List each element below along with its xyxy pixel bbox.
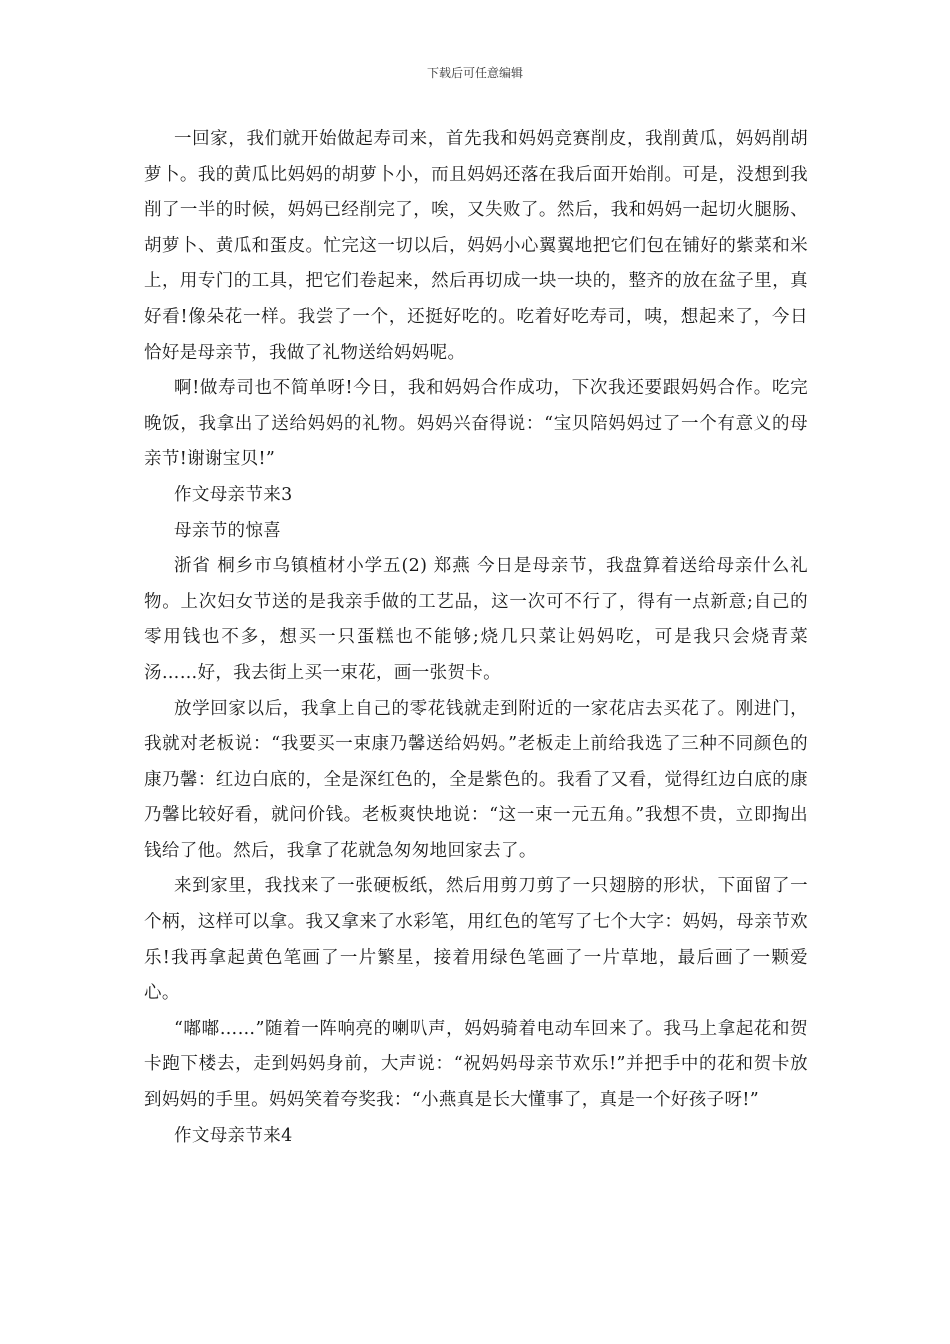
paragraph: 来到家里，我找来了一张硬板纸，然后用剪刀剪了一只翅膀的形状，下面留了一个柄，这样可以拿。我又拿来了水彩笔，用红色的笔写了七个大字：妈妈，母亲节欢乐!我再拿起黄色笔画了一片繁星，接着用绿色笔画了一片草地，最后画了一颗爱心。: [144, 876, 808, 1004]
paragraph: 啊!做寿司也不简单呀!今日，我和妈妈合作成功，下次我还要跟妈妈合作。吃完晚饭，我拿出了送给妈妈的礼物。妈妈兴奋得说：“宝贝陪妈妈过了一个有意义的母亲节!谢谢宝贝!”: [144, 378, 808, 470]
section-heading: 作文母亲节来3: [174, 484, 293, 505]
section-heading: 作文母亲节来4: [174, 1125, 293, 1146]
essay-title: 母亲节的惊喜: [174, 520, 282, 541]
paragraph: 浙省 桐乡市乌镇植材小学五(2) 郑燕 今日是母亲节，我盘算着送给母亲什么礼物。上次妇女节送的是我亲手做的工艺品，这一次可不行了，得有一点新意;自己的零用钱也不多，想买一只蛋糕也不能够;烧几只菜让妈妈吃，可是我只会烧青菜汤……好，我去街上买一束花，画一张贺卡。: [144, 556, 808, 683]
paragraph: 放学回家以后，我拿上自己的零花钱就走到附近的一家花店去买花了。刚进门，我就对老板说：“我要买一束康乃馨送给妈妈。”老板走上前给我选了三种不同颜色的康乃馨：红边白底的，全是深红色的，全是紫色的。我看了又看，觉得红边白底的康乃馨比较好看，就问价钱。老板爽快地说：“这一束一元五角。”我想不贵，立即掏出钱给了他。然后，我拿了花就急匆匆地回家去了。: [144, 698, 808, 861]
document-body: [144, 122, 808, 1154]
paragraph: “嘟嘟……”随着一阵响亮的喇叭声，妈妈骑着电动车回来了。我马上拿起花和贺卡跑下楼去，走到妈妈身前，大声说：“祝妈妈母亲节欢乐!”并把手中的花和贺卡放到妈妈的手里。妈妈笑着夸奖我：“小燕真是长大懂事了，真是一个好孩子呀!”: [144, 1018, 808, 1111]
page-header: 下载后可任意编辑: [426, 66, 523, 80]
paragraph: 一回家，我们就开始做起寿司来，首先我和妈妈竞赛削皮，我削黄瓜，妈妈削胡萝卜。我的黄瓜比妈妈的胡萝卜小，而且妈妈还落在我后面开始削。可是，没想到我削了一半的时候，妈妈已经削完了，唉，又失败了。然后，我和妈妈一起切火腿肠、胡萝卜、黄瓜和蛋皮。忙完这一切以后，妈妈小心翼翼地把它们包在铺好的紫菜和米上，用专门的工具，把它们卷起来，然后再切成一块一块的，整齐的放在盆子里，真好看!像朵花一样。我尝了一个，还挺好吃的。吃着好吃寿司，咦，想起来了，今日恰好是母亲节，我做了礼物送给妈妈呢。: [144, 129, 808, 363]
